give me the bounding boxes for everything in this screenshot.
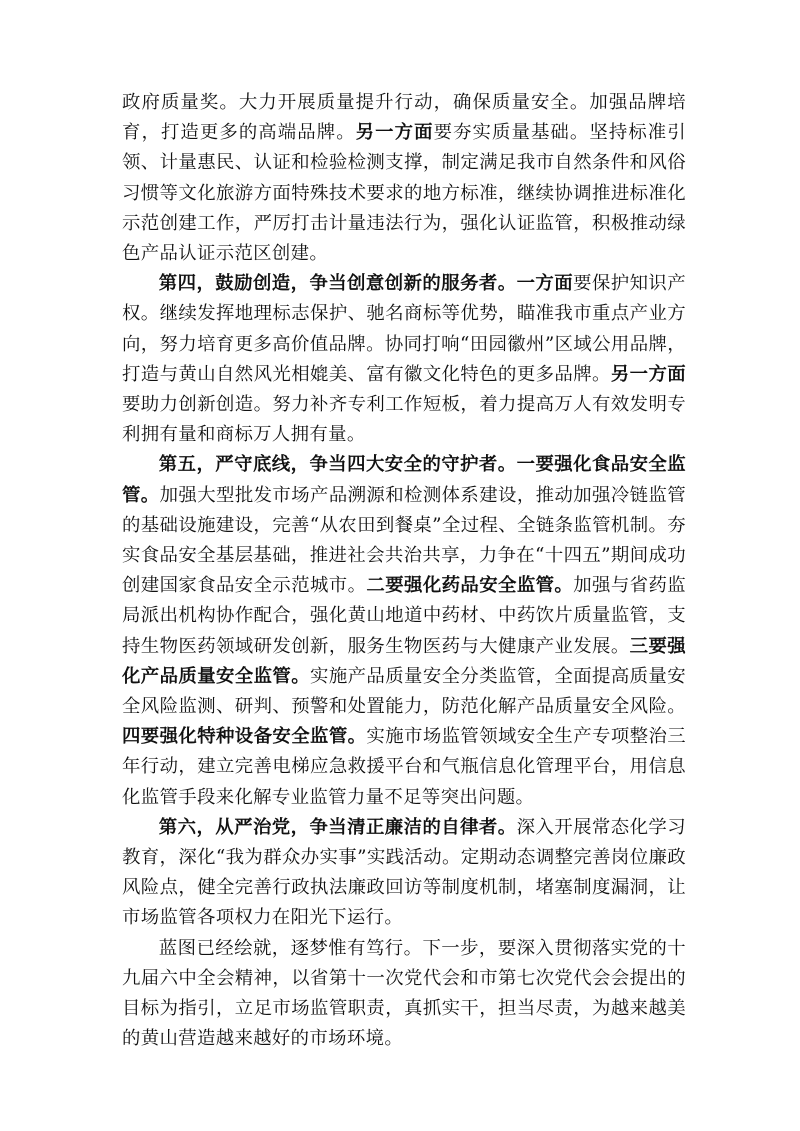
text-run: 要夯实质量基础。坚持标准引领、计量惠民、认证和检验检测支撑，制定满足我市自然条件和风俗习惯等文化旅游方面特殊技术要求的地方标准，继续协调推进标准化示范创建工作，严厉打击计量违法行为，强化认证监管，积极推动绿色产品认证示范区创建。: [122, 122, 687, 265]
text-run-bold: 一要强化食品安全监管。: [122, 454, 687, 506]
paragraph-fifth-safety: [122, 450, 686, 812]
section-heading: 第四，鼓励创造，争当创意创新的服务者。: [158, 273, 517, 295]
text-run-bold: 二要强化药品安全监管。: [366, 575, 574, 597]
paragraph-conclusion: [122, 934, 686, 1055]
document-page: [122, 88, 686, 1055]
paragraph-sixth-integrity: [122, 813, 686, 934]
text-run-bold: 四要强化特种设备安全监管。: [122, 726, 367, 748]
text-run: 实施产品质量安全分类监管，全面提高质量安全风险监测、研判、预警和处置能力，防范化解产品质量安全风险。: [122, 665, 686, 718]
text-run-bold: 一方面: [516, 273, 574, 295]
paragraph-fourth-innovation: [122, 269, 686, 450]
text-run: 加强大型批发市场产品溯源和检测体系建设，推动加强冷链监管的基础设施建设，完善“从农田到餐桌”全过程、全链条监管机制。夯实食品安全基层基础，推进社会共治共享，力争在“十四五”期间成功创建国家食品安全示范城市。: [122, 484, 686, 597]
text-run: 深入开展常态化学习教育，深化“我为群众办实事”实践活动。定期动态调整完善岗位廉政风险点，健全完善行政执法廉政回访等制度机制，堵塞制度漏洞，让市场监管各项权力在阳光下运行。: [122, 816, 687, 929]
section-heading: 第五，严守底线，争当四大安全的守护者。: [158, 454, 517, 476]
text-run: 要助力创新创造。努力补齐专利工作短板，着力提高万人有效发明专利拥有量和商标万人拥有量。: [122, 394, 686, 446]
text-run-bold: 另一方面: [610, 363, 686, 385]
text-run: 加强与省药监局派出机构协作配合，强化黄山地道中药材、中药饮片质量监管，支持生物医药领域研发创新，服务生物医药与大健康产业发展。: [122, 575, 686, 657]
text-run-bold: 三要强化产品质量安全监管。: [122, 635, 686, 687]
text-run-bold: 另一方面: [355, 122, 434, 144]
text-run: 政府质量奖。大力开展质量提升行动，确保质量安全。加强品牌培育，打造更多的高端品牌。: [122, 92, 686, 144]
section-heading: 第六，从严治党，争当清正廉洁的自律者。: [158, 816, 517, 838]
paragraph-quality-continued: [122, 88, 686, 269]
text-run: 实施市场监管领域安全生产专项整治三年行动，建立完善电梯应急救援平台和气瓶信息化管理平台，用信息化监管手段来化解专业监管力量不足等突出问题。: [122, 726, 686, 808]
text-run: 要保护知识产权。继续发挥地理标志保护、驰名商标等优势，瞄准我市重点产业方向，努力培育更多高价值品牌。协同打响“田园徽州”区域公用品牌，打造与黄山自然风光相媲美、富有徽文化特色的更多品牌。: [122, 273, 686, 385]
text-run: 蓝图已经绘就，逐梦惟有笃行。下一步，要深入贯彻落实党的十九届六中全会精神，以省第十一次党代会和市第七次党代会会提出的目标为指引，立足市场监管职责，真抓实干，担当尽责，为越来越美的黄山营造越来越好的市场环境。: [122, 937, 686, 1050]
